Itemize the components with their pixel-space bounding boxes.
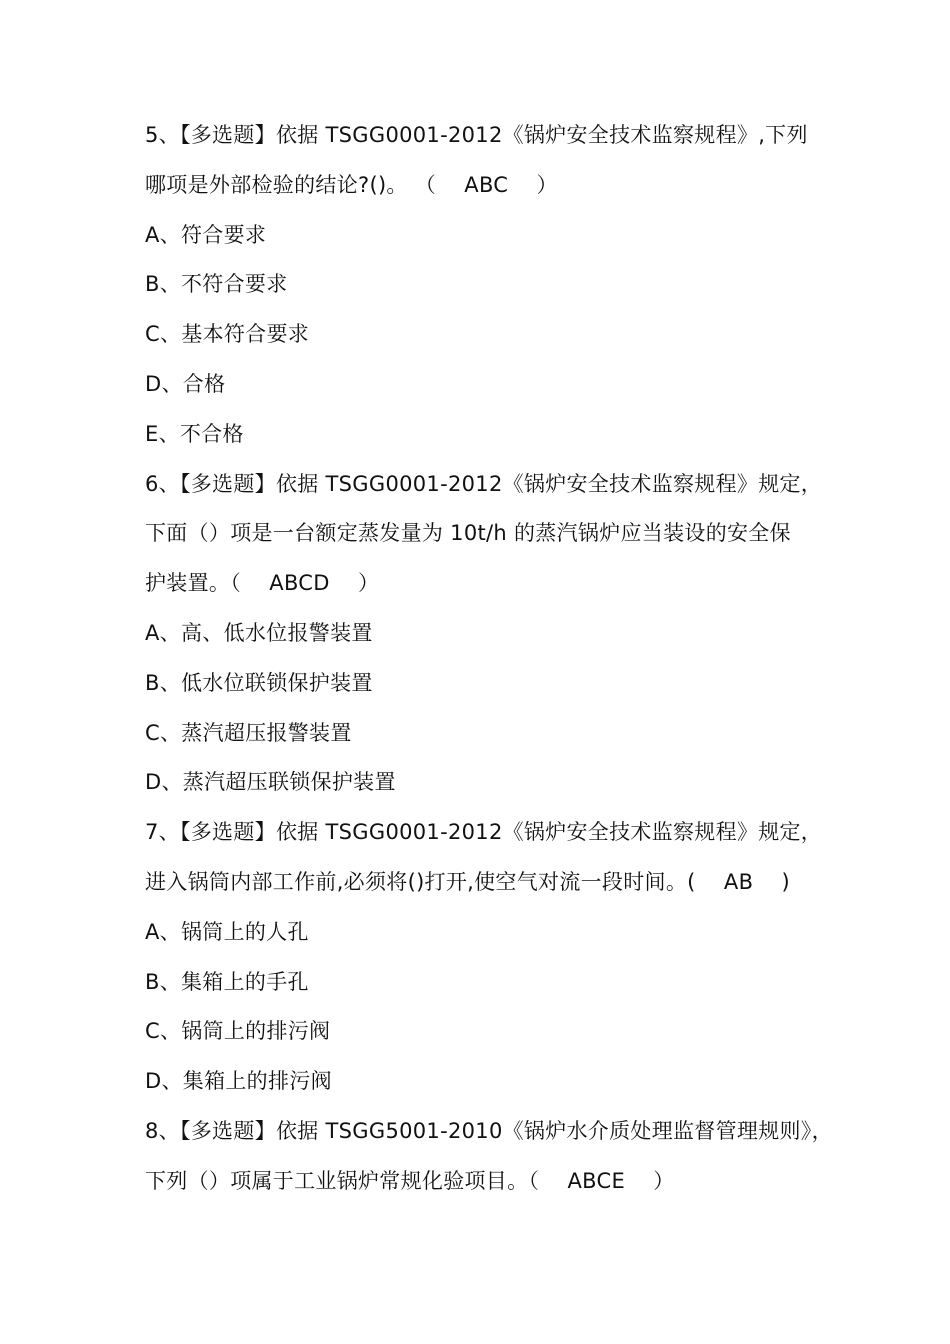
question-7-option-b: B、集箱上的手孔: [145, 969, 309, 994]
question-6-text-line-2: 下面（）项是一台额定蒸发量为 10t/h 的蒸汽锅炉应当装设的安全保: [145, 521, 791, 546]
question-7-text-line-1: 7、【多选题】依据 TSGG0001-2012《锅炉安全技术监察规程》规定，: [145, 820, 823, 845]
question-6-option-a: A、高、低水位报警装置: [145, 620, 373, 645]
question-list: [145, 111, 833, 1207]
question-8-text-line-2: 下列（）项属于工业锅炉常规化验项目。（ ABCE ）: [145, 1168, 675, 1193]
question-8-text-line-1: 8、【多选题】依据 TSGG5001-2010《锅炉水介质处理监督管理规则》，: [145, 1118, 833, 1143]
question-7-option-c: C、锅筒上的排污阀: [145, 1019, 331, 1044]
question-7-option-a: A、锅筒上的人孔: [145, 919, 309, 944]
question-6-text-line-1: 6、【多选题】依据 TSGG0001-2012《锅炉安全技术监察规程》规定，: [145, 471, 823, 496]
question-5-option-c: C、基本符合要求: [145, 322, 310, 347]
question-7-text-line-2: 进入锅筒内部工作前,必须将()打开,使空气对流一段时间。( AB ): [145, 869, 791, 894]
question-5-text-line-2: 哪项是外部检验的结论?()。 （ ABC ）: [145, 172, 558, 197]
question-5-option-b: B、不符合要求: [145, 272, 288, 297]
question-5-option-a: A、符合要求: [145, 222, 267, 247]
question-6-option-b: B、低水位联锁保护装置: [145, 670, 373, 695]
question-6-option-c: C、蒸汽超压报警装置: [145, 720, 352, 745]
question-5-text-line-1: 5、【多选题】依据 TSGG0001-2012《锅炉安全技术监察规程》,下列: [145, 123, 808, 147]
question-5-option-d: D、合格: [145, 371, 226, 396]
question-7-option-d: D、集箱上的排污阀: [145, 1069, 332, 1094]
question-6-text-line-3: 护装置。（ ABCD ）: [145, 571, 380, 596]
question-5-option-e: E、不合格: [145, 421, 244, 446]
question-6-option-d: D、蒸汽超压联锁保护装置: [145, 770, 396, 795]
